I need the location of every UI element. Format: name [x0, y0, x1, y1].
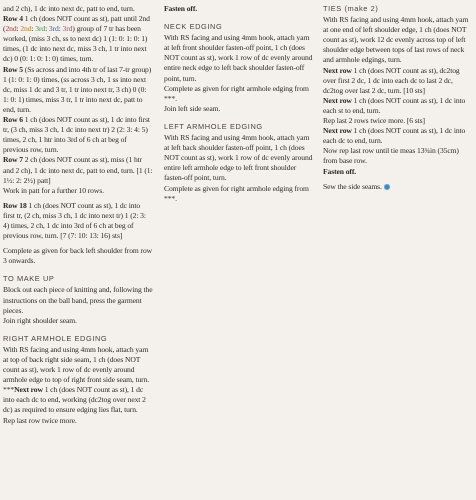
next-row-instruction: Next row 1 ch (does NOT count as st), dc2tog over first 2 dc, 1 dc into each dc to last 2 dc, dc2tog over last 2 dc, turn. [10 sts] — [323, 65, 460, 95]
row-label: Next row — [323, 126, 352, 136]
column-3 — [323, 4, 473, 192]
paragraph: Sew the side seams. — [323, 182, 473, 192]
fasten-off-text: Fasten off. — [323, 166, 357, 176]
column-1 — [3, 4, 153, 426]
paragraph: and 2 ch), 1 dc into next dc, patt to end, turn. — [3, 4, 135, 13]
row-6-instruction: Row 6 1 ch (does NOT count as st), 1 dc into first tr, (3 ch, miss 3 ch, 1 dc into next tr) 2 (2: 3: 4: 5) times, 2 ch, 1 htr into 3rd of 6 ch at beg of previous row, turn. — [3, 115, 150, 155]
row-label: Row 5 — [3, 64, 23, 74]
row-label: Next row — [323, 65, 352, 75]
paragraph: With RS facing and using 4mm hook, attach yarn at one end of left shoulder edge, 1 ch (does NOT count as st), work 12 dc evenly across top of left shoulder edge between tops of last rows of neck and armhole edgings, turn. — [323, 15, 469, 65]
paragraph: Rep last row twice more. — [3, 415, 77, 425]
section-heading-left-armhole-edging: LEFT ARMHOLE EDGING — [164, 121, 263, 131]
row-5-instruction: Row 5 (Ss across and into 4th tr of last 7-tr group) 1 (1: 0: 1: 0) times, (ss across 3 ch, 1 ss into next dc, miss 1 dc and 3 tr, 1 tr into next tr, 3 ch) 0 (0: 1: 0: 1) times, miss 3 tr, 1 tr into next dc, patt to end, turn. — [3, 64, 152, 114]
paragraph: With RS facing and using 4mm hook, attach yarn at left front shoulder fasten-off point, 1 ch (does NOT count as st), work 1 row of dc evenly around entire neck edge to left back shoulder fasten-off point, turn. — [164, 33, 313, 83]
size-6-value: 3rd — [62, 24, 73, 34]
row-label: Row 18 — [3, 200, 27, 210]
paragraph: Rep last 2 rows twice more. [6 sts] — [323, 116, 425, 126]
next-row-instruction: Next row 1 ch (does NOT count as st), 1 dc into each st to end, turn. — [323, 95, 466, 115]
paragraph: With RS facing and using 4mm hook, attach yarn at left back shoulder fasten-off point, 1 ch (does NOT count as st), work 1 row of dc evenly around entire left armhole edge to left front shoulder fasten-off point, turn. — [164, 133, 313, 183]
paragraph: Block out each piece of knitting and, following the instructions on the ball band, press the garment pieces. — [3, 285, 153, 315]
paragraph: Join left side seam. — [164, 103, 221, 113]
end-mark-icon — [384, 184, 390, 190]
paragraph: Complete as given for back left shoulder from row 3 onwards. — [3, 246, 153, 266]
row-label: Next row — [14, 385, 43, 395]
section-heading-neck-edging: NECK EDGING — [164, 22, 223, 32]
fasten-off-text: Fasten off. — [164, 4, 198, 13]
row-label: Row 6 — [3, 115, 23, 125]
row-label: Row 4 — [3, 14, 23, 24]
size-4-value: 3rd — [35, 24, 46, 34]
paragraph: Work in patt for a further 10 rows. — [3, 185, 104, 195]
next-row-instruction: ***Next row 1 ch (does NOT count as st), 1 dc into each dc to end, working (dc2tog over next 2 dc) as required to ensure edging lies flat, turn. — [3, 385, 146, 415]
row-label: Row 7 — [3, 155, 23, 165]
paragraph: Now rep last row until tie meas 13¾in (35cm) from base row. — [323, 146, 459, 166]
row-7-instruction: Row 7 2 ch (does NOT count as st), miss (1 htr and 2 ch), 1 dc into next dc, patt to end, turn. [1 (1: 1½: 2: 2½) patt] — [3, 155, 153, 185]
size-2-value: 2nd — [5, 24, 17, 34]
section-heading-ties: TIES (make 2) — [323, 4, 379, 13]
section-heading-to-make-up: TO MAKE UP — [3, 274, 55, 284]
size-5-value: 3rd — [48, 24, 59, 34]
section-heading-right-armhole-edging: RIGHT ARMHOLE EDGING — [3, 333, 108, 343]
row-4-instruction: Row 4 1 ch (does NOT count as st), patt until 2nd (2nd: 2nd: 3rd: 3rd: 3rd) group of 7 tr has been worked, (miss 3 ch, ss to next dc) 1 (1: 0: 1: 0: 1) times, (1 dc into next dc, miss 3 ch, 1 tr into next dc) 0 (0: 1: 0: 1: 0) times, turn. — [3, 14, 150, 64]
row-18-instruction: Row 18 1 ch (does NOT count as st), 1 dc into first tr, (2 ch, miss 3 ch, 1 dc into next tr) 1 (2: 3: 4) times, 2 ch, 1 dc into 3rd of 6 ch at beg of previous row, turn. [7 (7: 10: 13: 16) sts] — [3, 200, 146, 241]
column-2 — [164, 4, 313, 204]
paragraph: Join right shoulder seam. — [3, 315, 77, 325]
size-3-value: 2nd — [20, 24, 32, 34]
next-row-instruction: Next row 1 ch (does NOT count as st), 1 dc into each dc to end, turn. — [323, 126, 466, 146]
paragraph: Complete as given for right armhole edging from ***. — [164, 183, 309, 203]
paragraph: With RS facing and using 4mm hook, attach yarn at top of back right side seam, 1 ch (does NOT count as st), work 1 row of dc evenly around armhole edge to top of right front side seam, turn. — [3, 344, 150, 385]
row-label: Next row — [323, 95, 352, 105]
paragraph: Complete as given for right armhole edging from ***. — [164, 83, 309, 103]
